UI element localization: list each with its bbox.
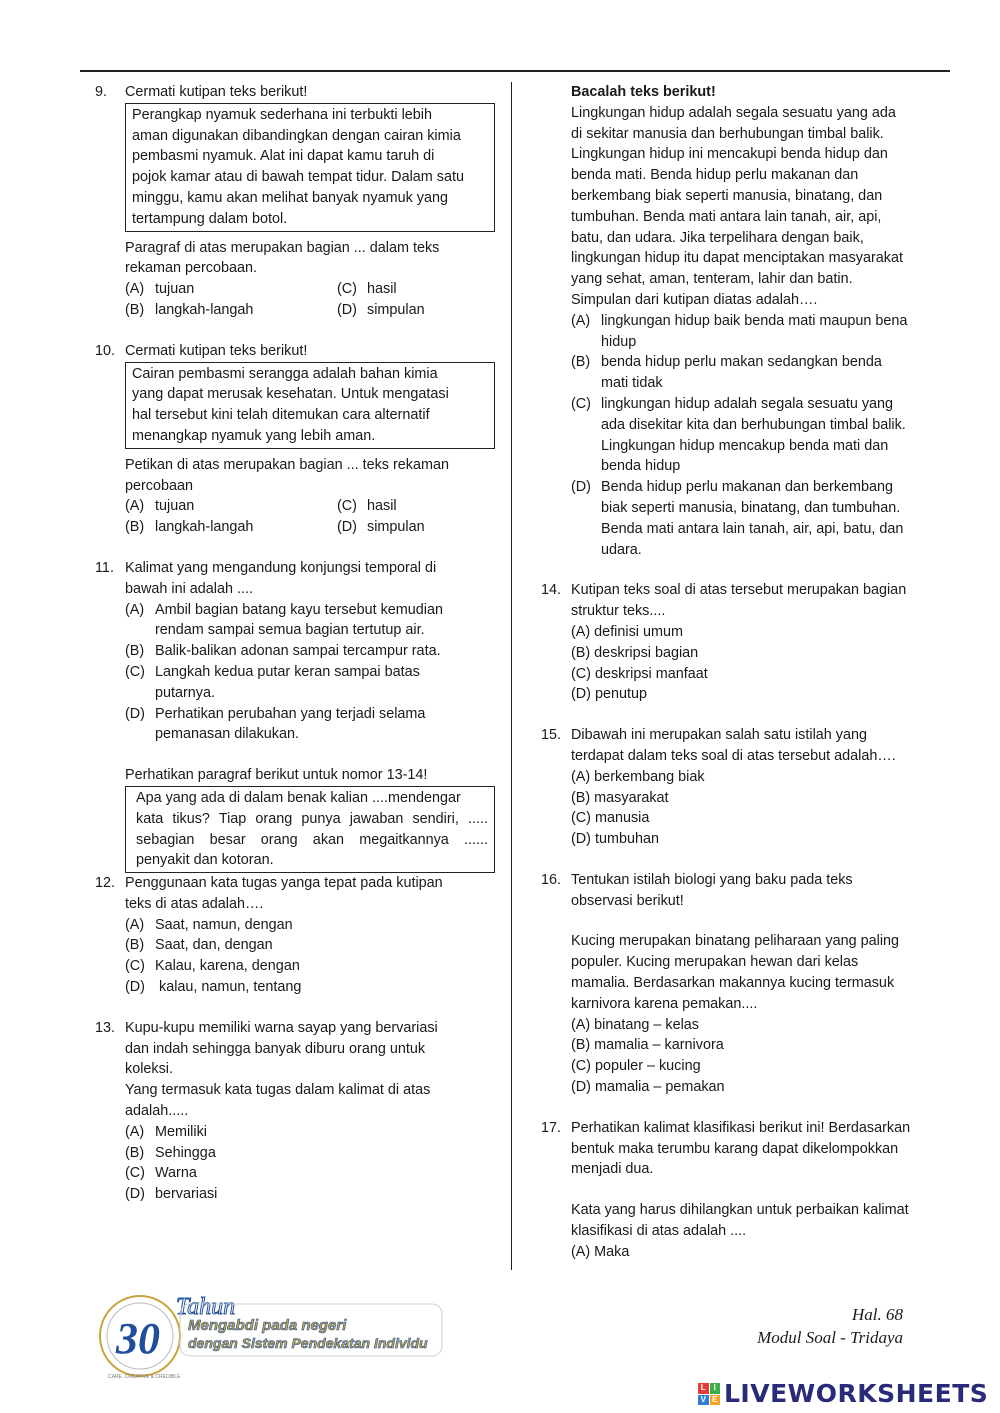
option-letter: (A) <box>571 312 591 329</box>
quote-line: Cairan pembasmi serangga adalah bahan kimia <box>132 365 438 382</box>
passage-line: benda mati. Benda hidup perlu makanan dan <box>571 167 859 184</box>
question-text: terdapat dalam teks soal di atas tersebut adalah…. <box>571 747 896 764</box>
option-letter: (B) <box>125 937 145 954</box>
left-column <box>95 82 495 1205</box>
option-c[interactable] <box>125 956 495 977</box>
module-title: Modul Soal - Tridaya <box>757 1328 903 1347</box>
option-b[interactable] <box>125 1143 495 1164</box>
options <box>125 279 495 321</box>
option-d[interactable]: (D) penutup <box>571 686 647 703</box>
question-text: Perhatikan kalimat klasifikasi berikut ini! Berdasarkan <box>571 1119 911 1136</box>
question-14 <box>541 580 941 705</box>
question-text: klasifikasi di atas adalah .... <box>571 1223 747 1240</box>
quote-box <box>125 362 495 449</box>
option-d[interactable] <box>571 477 941 560</box>
option-text: udara. <box>601 541 642 558</box>
option-c[interactable]: (C) manusia <box>571 810 650 827</box>
option-d[interactable] <box>125 704 495 746</box>
quote-line: hal tersebut kini telah ditemukan cara alternatif <box>132 407 430 424</box>
question-text: observasi berikut! <box>571 892 684 909</box>
question-text: Penggunaan kata tugas yanga tepat pada kutipan <box>125 875 443 892</box>
option-letter: (B) <box>125 519 145 536</box>
option-letter: (D) <box>125 979 145 996</box>
option-b[interactable] <box>125 300 337 321</box>
option-text: lingkungan hidup baik benda mati maupun bena <box>601 312 908 329</box>
option-letter: (D) <box>571 479 591 496</box>
passage-line: yang sehat, aman, tenteram, lahir dan batin. <box>571 271 853 288</box>
option-c[interactable] <box>337 496 495 517</box>
question-text: bentuk maka terumbu karang dapat dikelompokkan <box>571 1140 899 1157</box>
option-text: rendam sampai semua bagian tertutup air. <box>155 622 425 639</box>
option-text: simpulan <box>367 301 425 318</box>
option-text: Balik-balikan adonan sampai tercampur rata. <box>155 643 441 660</box>
liveworksheets-logo-icon: L I V E <box>698 1383 720 1405</box>
question-text: Kata yang harus dihilangkan untuk perbaikan kalimat <box>571 1202 909 1219</box>
quote-line: yang dapat merusak kesehatan. Untuk mengatasi <box>132 386 449 403</box>
passage-13-14 <box>95 765 495 873</box>
page-footer <box>757 1303 903 1349</box>
question-text: teks di atas adalah…. <box>125 895 264 912</box>
question-text: rekaman percobaan. <box>125 260 257 277</box>
option-text: benda hidup perlu makan sedangkan benda <box>601 354 882 371</box>
column-divider <box>511 82 512 1270</box>
option-text: Kalau, karena, dengan <box>155 958 300 975</box>
option-d[interactable] <box>337 517 495 538</box>
question-number: 14. <box>541 582 562 599</box>
question-number: 13. <box>95 1019 116 1036</box>
option-text: Benda mati antara lain tanah, air, api, batu, dan <box>601 520 904 537</box>
option-letter: (B) <box>571 354 591 371</box>
option-d[interactable] <box>125 977 495 998</box>
page-number: Hal. 68 <box>852 1305 903 1324</box>
option-d[interactable]: (D) mamalia – pemakan <box>571 1079 725 1096</box>
option-text: pemanasan dilakukan. <box>155 726 300 743</box>
option-text: bervariasi <box>155 1186 218 1203</box>
question-number: 17. <box>541 1119 562 1136</box>
option-text: Ambil bagian batang kayu tersebut kemudian <box>155 601 443 618</box>
question-12 <box>95 873 495 998</box>
option-d[interactable] <box>125 1184 495 1205</box>
passage-line: tumbuhan. Benda mati antara lain tanah, air, api, <box>571 208 882 225</box>
option-c[interactable] <box>125 662 495 704</box>
option-letter: (A) <box>125 916 145 933</box>
option-a[interactable]: (A) berkembang biak <box>571 768 705 785</box>
option-letter: (B) <box>125 301 145 318</box>
option-a[interactable] <box>125 600 495 642</box>
passage-line: Lingkungan hidup adalah segala sesuatu yang ada <box>571 104 896 121</box>
option-letter: (D) <box>125 1186 145 1203</box>
option-letter: (D) <box>337 301 357 318</box>
question-text: Kutipan teks soal di atas tersebut merupakan bagian <box>571 582 907 599</box>
question-text: Petikan di atas merupakan bagian ... teks rekaman <box>125 456 449 473</box>
options <box>125 496 495 538</box>
top-rule <box>80 70 950 72</box>
brand-name: LIVEWORKSHEETS <box>724 1378 989 1408</box>
quote-box <box>125 786 495 873</box>
question-text: koleksi. <box>125 1061 173 1078</box>
option-text: biak seperti manusia, binatang, dan tumbuhan. <box>601 499 901 516</box>
option-letter: (C) <box>571 395 591 412</box>
option-a[interactable]: (A) Maka <box>571 1243 630 1260</box>
quote-box <box>125 103 495 232</box>
question-11 <box>95 558 495 745</box>
option-b[interactable]: (B) masyarakat <box>571 789 669 806</box>
question-16 <box>541 870 941 1098</box>
option-text: ada disekitar kita dan berhubungan timbal balik. <box>601 416 906 433</box>
passage-line: berkembang biak seperti manusia, binatang, dan <box>571 187 883 204</box>
option-text: lingkungan hidup adalah segala sesuatu yang <box>601 395 894 412</box>
question-text: Dibawah ini merupakan salah satu istilah yang <box>571 727 867 744</box>
option-b[interactable] <box>125 517 337 538</box>
option-b[interactable]: (B) deskripsi bagian <box>571 644 699 661</box>
option-c[interactable] <box>125 1163 495 1184</box>
option-letter: (B) <box>125 1144 145 1161</box>
question-text: Paragraf di atas merupakan bagian ... dalam teks <box>125 239 440 256</box>
quote-line: menangkap nyamuk yang lebih aman. <box>132 427 376 444</box>
option-letter: (A) <box>125 1123 145 1140</box>
option-text: hidup <box>601 333 637 350</box>
option-text: benda hidup <box>601 458 681 475</box>
question-number: 12. <box>95 875 116 892</box>
option-text: Warna <box>155 1165 197 1182</box>
option-letter: (C) <box>125 663 145 680</box>
question-9 <box>95 82 495 321</box>
option-text: mati tidak <box>601 375 663 392</box>
option-text: Saat, namun, dengan <box>155 916 293 933</box>
quote-line: aman digunakan dibandingkan dengan cairan kimia <box>132 127 461 144</box>
logo-word: Tahun <box>176 1294 236 1320</box>
logo-ring-text: CARE, CREATIVE & CREDIBLE <box>108 1374 181 1380</box>
option-a[interactable] <box>125 1122 495 1143</box>
passage-line: lingkungan hidup itu dapat menciptakan masyarakat <box>571 250 903 267</box>
option-b[interactable] <box>571 352 941 394</box>
passage-line: Lingkungan hidup ini mencakupi benda hidup dan <box>571 146 888 163</box>
option-text: putarnya. <box>155 684 216 701</box>
option-b[interactable]: (B) mamalia – karnivora <box>571 1037 724 1054</box>
quote-line: pojok kamar atau di bawah tempat tidur. Dalam satu <box>132 169 464 186</box>
option-letter: (C) <box>125 958 145 975</box>
option-text: Memiliki <box>155 1123 207 1140</box>
option-a[interactable]: (A) binatang – kelas <box>571 1016 699 1033</box>
quote-line: kata tikus? Tiap orang punya jawaban sendiri, ..... <box>136 810 488 827</box>
passage-question: Simpulan dari kutipan diatas adalah…. <box>571 291 818 308</box>
passage-line: di sekitar manusia dan berhubungan timbal balik. <box>571 125 884 142</box>
option-letter: (D) <box>337 519 357 536</box>
question-17 <box>541 1118 941 1263</box>
observation-text: populer. Kucing merupakan hewan dari kelas <box>571 954 859 971</box>
question-text: Yang termasuk kata tugas dalam kalimat di atas <box>125 1082 431 1099</box>
option-text: tujuan <box>155 281 195 298</box>
logo-tagline-2: dengan Sistem Pendekatan Individu <box>188 1335 428 1351</box>
question-10 <box>95 341 495 538</box>
option-c[interactable] <box>571 394 941 477</box>
option-a[interactable] <box>125 496 337 517</box>
right-column <box>541 82 941 1263</box>
option-text: langkah-langah <box>155 519 254 536</box>
option-text: kalau, namun, tentang <box>155 979 302 996</box>
option-a[interactable] <box>125 279 337 300</box>
quote-line: sebagian besar orang akan megaitkannya ...... <box>136 831 488 848</box>
question-text: struktur teks.... <box>571 603 666 620</box>
question-number: 9. <box>95 84 108 100</box>
observation-text: karnivora karena pemakan.... <box>571 995 758 1012</box>
quote-line: pembasmi nyamuk. Alat ini dapat kamu taruh di <box>132 148 435 165</box>
observation-text: Kucing merupakan binatang peliharaan yang paling <box>571 933 900 950</box>
quote-line: minggu, kamu akan melihat banyak nyamuk yang <box>132 189 448 206</box>
option-letter: (C) <box>337 281 357 298</box>
option-b[interactable] <box>125 641 495 662</box>
question-number: 16. <box>541 871 562 888</box>
passage-reading <box>541 82 941 560</box>
option-b[interactable] <box>125 935 495 956</box>
option-text: Sehingga <box>155 1144 216 1161</box>
quote-line: Perangkap nyamuk sederhana ini terbukti lebih <box>132 106 432 123</box>
option-text: Langkah kedua putar keran sampai batas <box>155 663 420 680</box>
question-text: menjadi dua. <box>571 1161 654 1178</box>
option-letter: (C) <box>337 498 357 515</box>
option-d[interactable]: (D) tumbuhan <box>571 831 659 848</box>
option-text: Benda hidup perlu makanan dan berkembang <box>601 479 894 496</box>
logo-number: 30 <box>116 1314 160 1363</box>
option-d[interactable] <box>337 300 495 321</box>
logo-tagline-1: Mengabdi pada negeri <box>188 1317 347 1334</box>
passage-intro: Perhatikan paragraf berikut untuk nomor 13-14! <box>125 767 428 784</box>
question-text: Kupu-kupu memiliki warna sayap yang bervariasi <box>125 1019 438 1036</box>
question-text: percobaan <box>125 477 194 494</box>
option-text: simpulan <box>367 519 425 536</box>
question-text: dan indah sehingga banyak diburu orang untuk <box>125 1040 426 1057</box>
option-letter: (C) <box>125 1165 145 1182</box>
question-text: adalah..... <box>125 1103 189 1120</box>
passage-heading: Bacalah teks berikut! <box>571 84 716 100</box>
option-letter: (B) <box>125 643 145 660</box>
option-c[interactable] <box>337 279 495 300</box>
question-number: 10. <box>95 342 116 359</box>
quote-line: penyakit dan kotoran. <box>136 852 274 869</box>
question-text: bawah ini adalah .... <box>125 580 254 597</box>
option-letter: (D) <box>125 705 145 722</box>
passage-line: batu, dan udara. Jika terpelihara dengan baik, <box>571 229 864 246</box>
option-text: Saat, dan, dengan <box>155 937 273 954</box>
question-prompt: Cermati kutipan teks berikut! <box>125 342 308 359</box>
question-prompt: Cermati kutipan teks berikut! <box>125 84 308 100</box>
option-text: hasil <box>367 498 397 515</box>
option-text: Perhatikan perubahan yang terjadi selama <box>155 705 426 722</box>
option-letter: (A) <box>125 601 145 618</box>
question-text: Kalimat yang mengandung konjungsi temporal di <box>125 559 437 576</box>
question-number: 15. <box>541 727 562 744</box>
quote-line: tertampung dalam botol. <box>132 210 288 227</box>
option-text: hasil <box>367 281 397 298</box>
question-number: 11. <box>95 559 114 576</box>
option-letter: (A) <box>125 498 145 515</box>
option-text: langkah-langah <box>155 301 254 318</box>
option-text: tujuan <box>155 498 195 515</box>
question-text: Tentukan istilah biologi yang baku pada teks <box>571 871 853 888</box>
option-c[interactable]: (C) deskripsi manfaat <box>571 665 708 682</box>
option-a[interactable] <box>571 311 941 353</box>
option-text: Lingkungan hidup mencakup benda mati dan <box>601 437 889 454</box>
quote-line: Apa yang ada di dalam benak kalian ....mendengar <box>136 789 461 806</box>
anniversary-logo <box>96 1286 446 1386</box>
question-15 <box>541 725 941 850</box>
option-c[interactable]: (C) populer – kucing <box>571 1058 701 1075</box>
liveworksheets-brand[interactable] <box>698 1378 988 1410</box>
option-a[interactable]: (A) definisi umum <box>571 623 683 640</box>
question-13 <box>95 1018 495 1205</box>
option-letter: (A) <box>125 281 145 298</box>
observation-text: mamalia. Berdasarkan makannya kucing termasuk <box>571 975 895 992</box>
option-a[interactable] <box>125 915 495 936</box>
